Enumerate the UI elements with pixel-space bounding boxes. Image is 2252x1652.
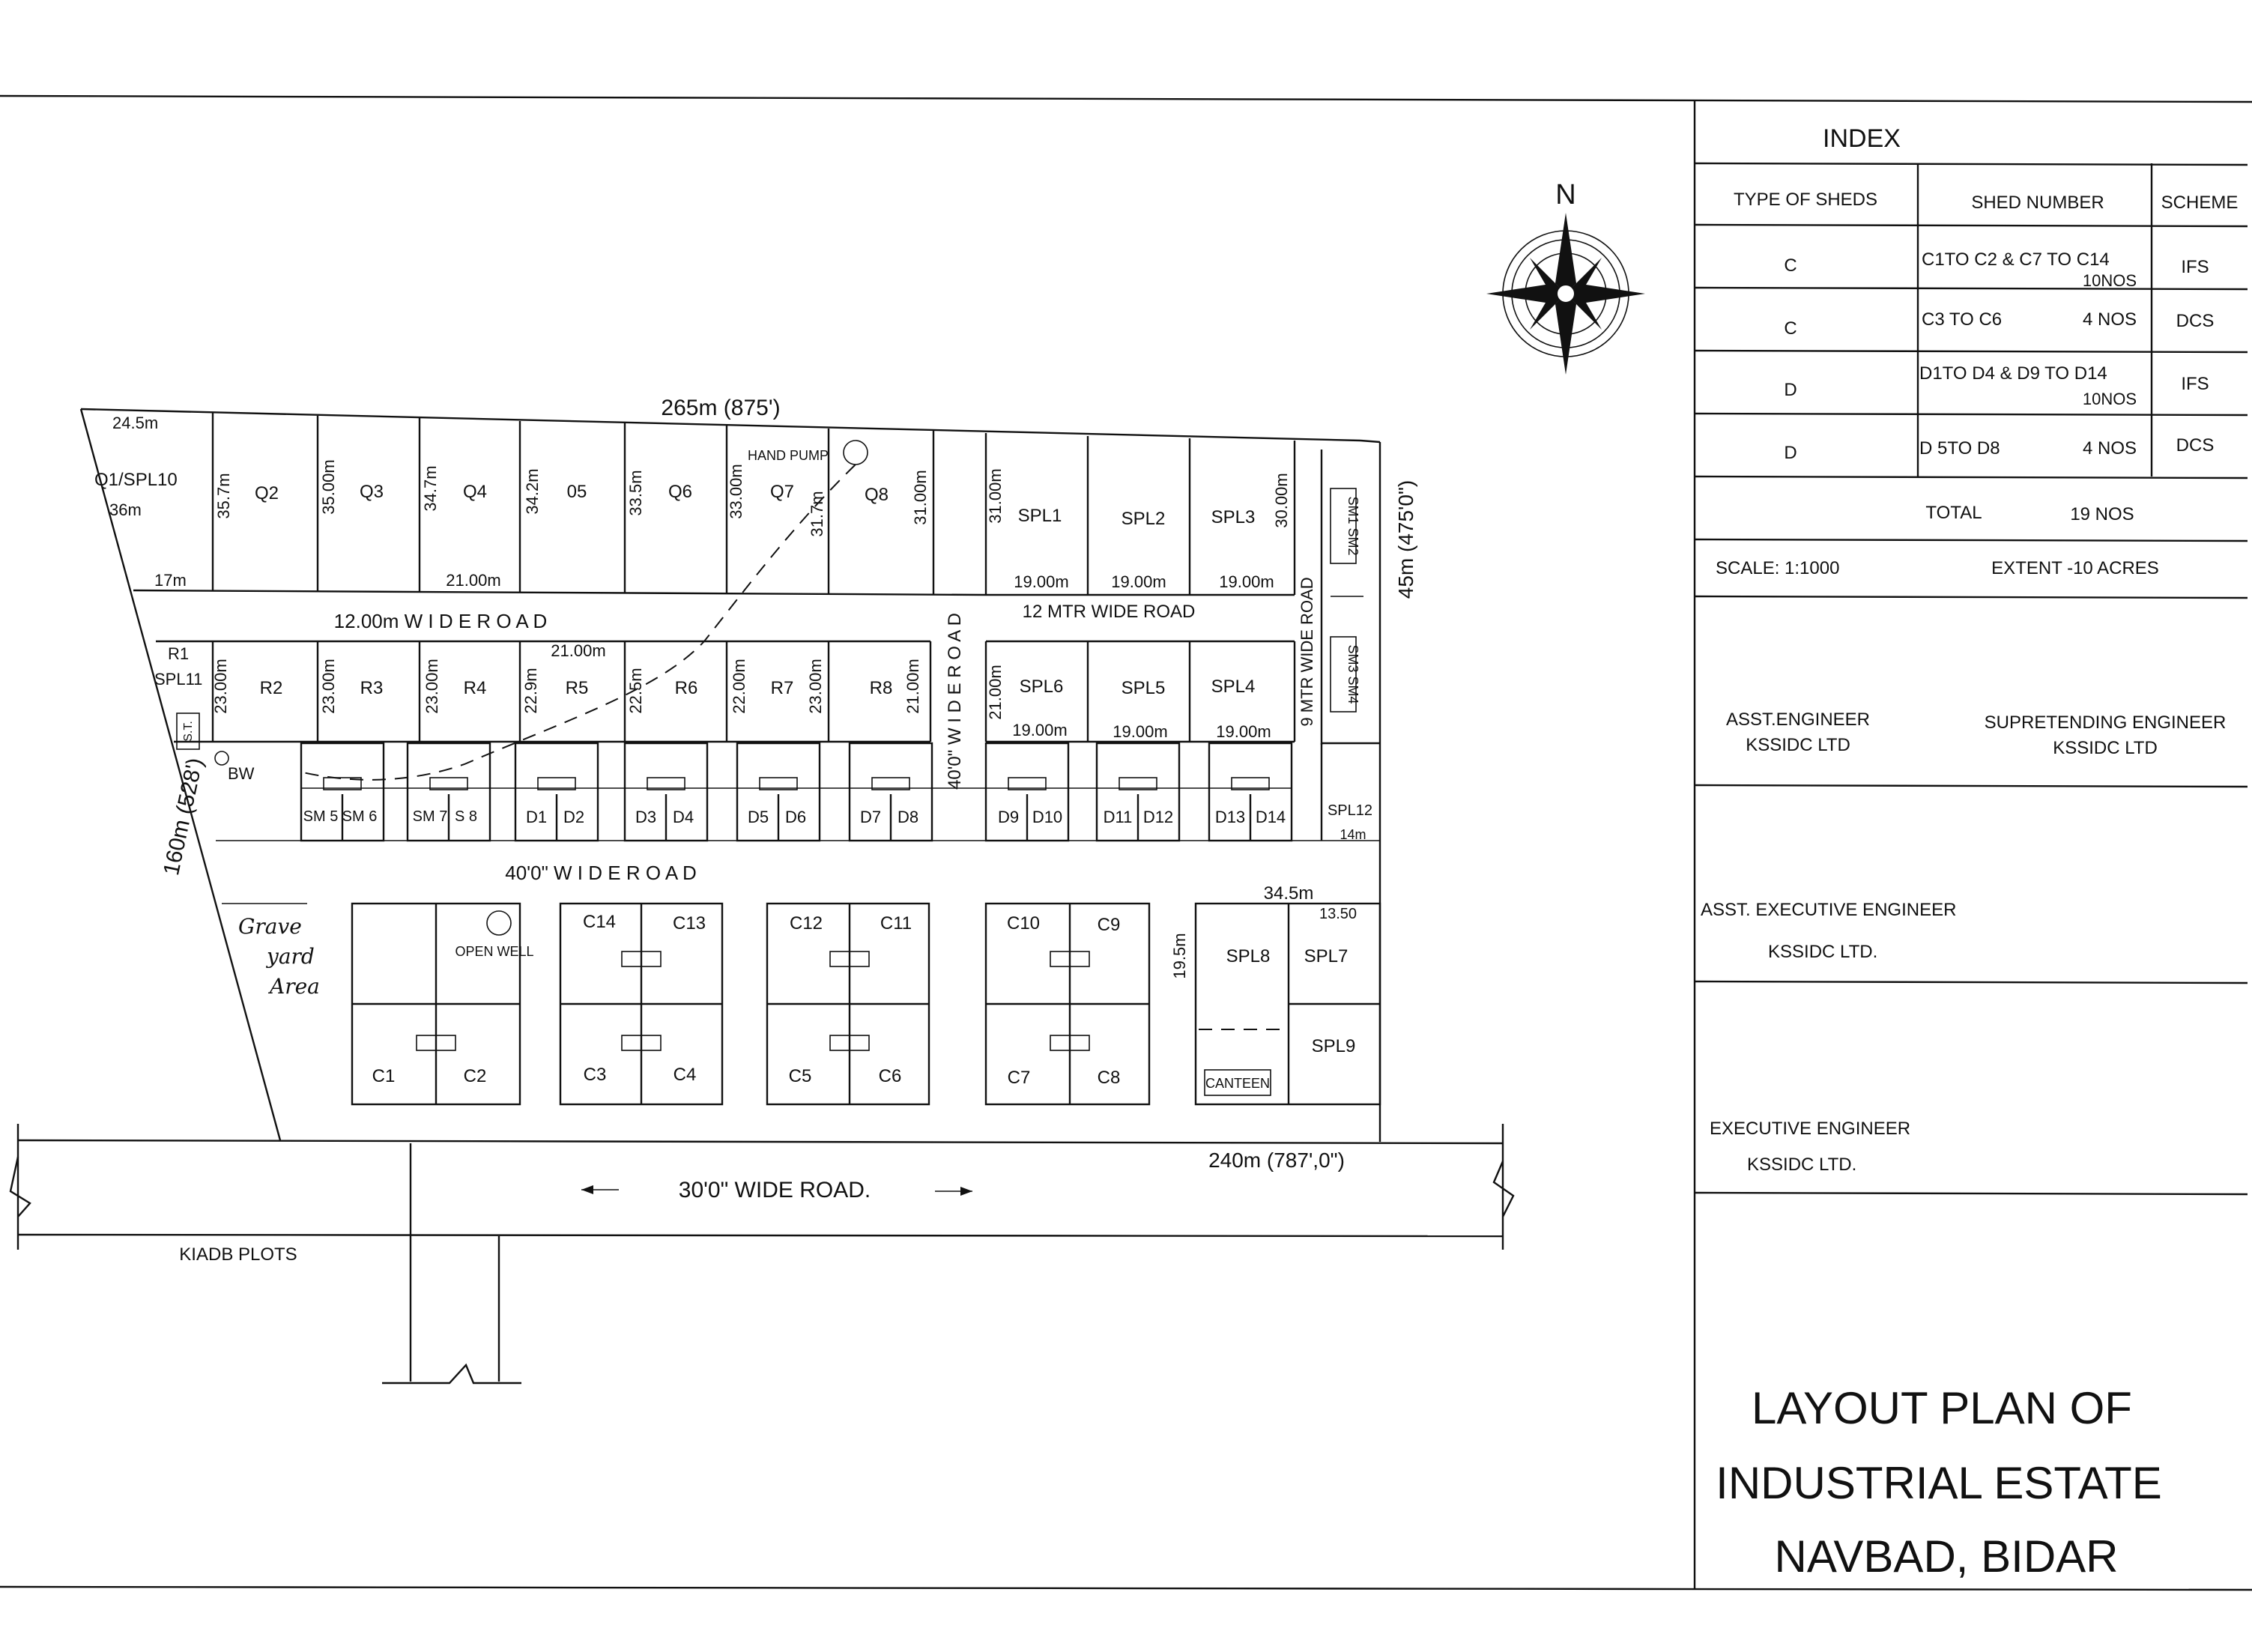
spl4-width: 19.00m: [1216, 722, 1271, 741]
q6-depth: 33.5m: [626, 470, 645, 516]
q8-depth: 31.7m: [808, 491, 826, 537]
shed-d8: D8: [897, 808, 919, 826]
corner-dim-24-5m: 24.5m: [112, 414, 159, 432]
shed-c10: C10: [1006, 913, 1041, 934]
hand-pump-label: HAND PUMP: [748, 448, 829, 463]
plot-q4: Q4: [462, 482, 488, 502]
exec-engineer-title: EXECUTIVE ENGINEER: [1710, 1119, 1911, 1139]
sheet-top-border: [0, 96, 2252, 102]
plot-q3: Q3: [359, 482, 384, 502]
shed-c9: C9: [1097, 915, 1121, 935]
shed-c8: C8: [1097, 1068, 1121, 1088]
plot-spl11: SPL11: [154, 670, 203, 689]
shed-d4: D4: [672, 808, 694, 826]
shed-c13: C13: [672, 913, 706, 934]
index-header-number: SHED NUMBER: [1971, 193, 2104, 213]
shed-c1: C1: [372, 1066, 396, 1086]
borewell-icon: [215, 751, 228, 765]
spl3-width: 19.00m: [1219, 572, 1274, 591]
plot-spl12: SPL12: [1327, 802, 1373, 819]
index-row-4-scheme: DCS: [2176, 435, 2215, 456]
plot-spl6: SPL6: [1019, 677, 1064, 697]
road-12mtr-label: 12 MTR WIDE ROAD: [1022, 602, 1196, 622]
asst-exec-engineer-title: ASST. EXECUTIVE ENGINEER: [1701, 900, 1957, 920]
shed-c3: C3: [583, 1065, 607, 1085]
index-row-4-number: D 5TO D8: [1919, 438, 2000, 459]
graveyard-line-2: yard: [267, 944, 315, 969]
shed-d2: D2: [563, 808, 585, 826]
index-total-label: TOTAL: [1925, 503, 1982, 523]
borewell-label: BW: [228, 764, 255, 783]
plot-spl9: SPL9: [1311, 1036, 1356, 1056]
spl3-depth: 30.00m: [1272, 473, 1291, 528]
r-row-plots: [154, 641, 930, 742]
spl-bottom-block: [1170, 883, 1380, 1104]
sm1-sm2-label: SM1 SM2: [1346, 496, 1360, 556]
graveyard-line-3: Area: [270, 974, 320, 999]
index-row-2-count: 4 NOS: [2082, 309, 2137, 330]
r8-depth: 23.00m: [806, 659, 825, 714]
title-line-2: INDUSTRIAL ESTATE: [1716, 1458, 2162, 1508]
sheet-bottom-border: [0, 1587, 2252, 1590]
hand-pump-icon: [844, 441, 868, 465]
index-row-4-type: D: [1784, 443, 1797, 463]
north-compass-icon: [1486, 179, 1645, 375]
index-header-type: TYPE OF SHEDS: [1733, 190, 1878, 210]
shed-d3: D3: [635, 808, 657, 826]
index-row-3-type: D: [1784, 380, 1797, 400]
spl-top-block: [986, 433, 1295, 595]
index-row-2-scheme: DCS: [2176, 311, 2215, 331]
nine-mtr-road-label: 9 MTR WIDE ROAD: [1298, 577, 1316, 727]
plot-r7: R7: [770, 678, 794, 698]
q5-depth: 34.2m: [523, 468, 542, 515]
c-shed-blocks: [352, 904, 1149, 1104]
asst-exec-engineer-org: KSSIDC LTD.: [1768, 942, 1878, 962]
title-line-1: LAYOUT PLAN OF: [1752, 1383, 2132, 1433]
spl-block-width: 34.5m: [1263, 883, 1314, 904]
q1-spl10-label: Q1/SPL10: [94, 470, 178, 490]
plot-r6: R6: [674, 678, 698, 698]
plot-spl5: SPL5: [1121, 678, 1166, 698]
shed-d5: D5: [747, 808, 769, 826]
shed-sm6: SM 6: [342, 808, 378, 825]
plot-r4: R4: [463, 678, 487, 698]
title-line-3: NAVBAD, BIDAR: [1774, 1531, 2119, 1582]
q2-depth: 35.7m: [214, 473, 233, 519]
spl5-width: 19.00m: [1113, 722, 1168, 741]
plot-spl4: SPL4: [1211, 677, 1256, 697]
index-row-1-type: C: [1784, 255, 1797, 276]
asst-engineer-org: KSSIDC LTD: [1746, 735, 1850, 755]
q-row-bottom-width: 21.00m: [446, 571, 501, 590]
right-boundary-dim: 45m (475'0"): [1394, 479, 1417, 599]
nine-mtr-road-strip: [1298, 450, 1363, 745]
r6-depth: 22.5m: [626, 668, 645, 714]
q8-right-depth: 31.00m: [911, 470, 930, 525]
shed-d10: D10: [1032, 808, 1063, 826]
plot-r5: R5: [565, 678, 589, 698]
septic-tank-label: S.T.: [182, 721, 195, 742]
shed-c5: C5: [788, 1066, 812, 1086]
shed-c14: C14: [582, 912, 617, 932]
small-sheds-row: [216, 743, 1380, 842]
spl2-width: 19.00m: [1111, 572, 1166, 591]
r4-depth: 23.00m: [423, 659, 441, 714]
shed-c2: C2: [463, 1066, 487, 1086]
plot-spl3: SPL3: [1211, 507, 1256, 527]
q7-depth: 33.00m: [727, 464, 745, 519]
shed-d7: D7: [859, 808, 882, 826]
spl7-top-dim: 13.50: [1319, 906, 1357, 922]
shed-d6: D6: [784, 808, 807, 826]
asst-engineer-title: ASST.ENGINEER: [1725, 709, 1871, 730]
superintending-engineer-title: SUPRETENDING ENGINEER: [1984, 712, 2227, 733]
shed-d9: D9: [997, 808, 1020, 826]
road-40-vertical-label: 40'0" W I D E R O A D: [945, 613, 965, 790]
left-boundary-dim: 160m (528'): [159, 755, 208, 878]
plot-q8: Q8: [864, 485, 889, 505]
plot-q6: Q6: [668, 482, 693, 502]
spl6-width: 19.00m: [1012, 721, 1068, 739]
r5-top-width: 21.00m: [551, 641, 606, 660]
kiadb-plots-label: KIADB PLOTS: [179, 1244, 297, 1265]
plot-r1: R1: [168, 644, 190, 663]
title-block: [1716, 1383, 2162, 1582]
compass-north-label: N: [1555, 179, 1576, 211]
shed-c12: C12: [789, 913, 823, 934]
signature-block: [1695, 709, 2248, 1194]
r2-depth: 23.00m: [211, 659, 230, 714]
shed-d14: D14: [1255, 808, 1286, 826]
index-row-1-count: 10NOS: [2082, 271, 2137, 290]
shed-d1: D1: [525, 808, 548, 826]
spl6-depth: 21.00m: [986, 665, 1005, 720]
r3-depth: 23.00m: [319, 659, 338, 714]
extent-label: EXTENT -10 ACRES: [1991, 558, 2159, 578]
spl12-width: 14m: [1340, 827, 1366, 842]
index-row-1-scheme: IFS: [2181, 257, 2209, 277]
plot-spl2: SPL2: [1121, 509, 1166, 529]
plot-q2: Q2: [254, 483, 279, 503]
open-well-icon: [487, 911, 511, 935]
sm3-sm4-label: SM3 SM4: [1346, 644, 1360, 704]
q3-depth: 35.00m: [319, 459, 338, 515]
q4-depth: 34.7m: [421, 465, 440, 512]
index-row-3-number: D1TO D4 & D9 TO D14: [1919, 363, 2107, 384]
shed-c7: C7: [1007, 1068, 1031, 1088]
index-header-scheme: SCHEME: [2161, 193, 2239, 213]
index-row-2-number: C3 TO C6: [1922, 309, 2003, 330]
canteen-label: CANTEEN: [1205, 1076, 1271, 1091]
road-40-label: 40'0" W I D E R O A D: [505, 862, 697, 884]
index-row-4-count: 4 NOS: [2082, 438, 2137, 459]
shed-c11: C11: [880, 913, 912, 934]
q-row-plots: [94, 413, 986, 595]
index-table: [1695, 124, 2248, 598]
plot-05: 05: [566, 482, 587, 502]
main-road-label: 30'0" WIDE ROAD.: [678, 1178, 871, 1202]
index-row-2-type: C: [1784, 318, 1797, 339]
index-row-1-number: C1TO C2 & C7 TO C14: [1922, 249, 2110, 270]
index-row-3-scheme: IFS: [2181, 374, 2209, 394]
road-12m-label: 12.00m W I D E R O A D: [333, 610, 548, 632]
spl8-depth: 19.5m: [1170, 933, 1189, 979]
plot-spl8: SPL8: [1226, 946, 1271, 966]
r5-depth: 22.9m: [521, 668, 540, 714]
exec-engineer-org: KSSIDC LTD.: [1747, 1155, 1857, 1175]
q1-bottom-width: 17m: [154, 571, 187, 590]
shed-s8: S 8: [454, 808, 478, 825]
shed-d11: D11: [1103, 808, 1133, 826]
graveyard-line-1: Grave: [238, 914, 302, 939]
shed-c6: C6: [878, 1066, 902, 1086]
index-total-value: 19 NOS: [2070, 504, 2134, 524]
index-title: INDEX: [1823, 124, 1901, 153]
r8-right-depth: 21.00m: [903, 659, 922, 714]
graveyard-area: [222, 904, 320, 999]
shed-d13: D13: [1214, 808, 1246, 826]
plot-r2: R2: [259, 678, 283, 698]
plot-spl7: SPL7: [1304, 946, 1349, 966]
plot-r3: R3: [360, 678, 384, 698]
spl1-width: 19.00m: [1014, 572, 1069, 591]
plot-spl1: SPL1: [1017, 506, 1062, 526]
bottom-boundary-dim: 240m (787',0"): [1208, 1149, 1345, 1172]
shed-sm7: SM 7: [412, 808, 448, 825]
shed-sm5: SM 5: [303, 808, 339, 825]
top-boundary-dim: 265m (875'): [661, 396, 781, 420]
index-row-3-count: 10NOS: [2082, 390, 2137, 408]
q1-depth: 36m: [109, 500, 142, 519]
shed-c4: C4: [673, 1065, 697, 1085]
plot-r8: R8: [869, 678, 893, 698]
superintending-engineer-org: KSSIDC LTD: [2053, 738, 2158, 758]
r7-depth: 22.00m: [730, 659, 748, 714]
open-well-label: OPEN WELL: [455, 944, 534, 959]
plot-q7: Q7: [769, 482, 795, 502]
shed-d12: D12: [1142, 808, 1174, 826]
scale-label: SCALE: 1:1000: [1716, 558, 1840, 578]
spl-mid-block: [986, 641, 1295, 742]
spl1-depth: 31.00m: [986, 468, 1005, 524]
